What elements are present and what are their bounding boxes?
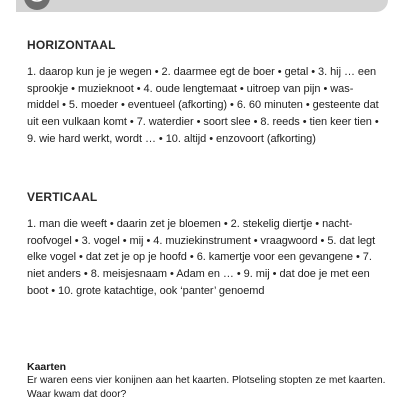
story-text: Er waren eens vier konijnen aan het kaarten. Plotseling stopten ze met kaarten. [27, 375, 386, 386]
vertical-heading: VERTICAAL [27, 190, 98, 204]
badge-icon [24, 0, 50, 10]
vertical-clues: 1. man die weeft • daarin zet je bloemen • 2. stekelig diertje • nachtroofvogel • 3. vogel • mij • 4. muziekinstrument • vraagwoord • 5. dat legt elke vogel • dat zet je op je hoofd • 6. kamertje voor een gevangene • 7. niet anders • 8. meisjesnaam • Adam en … • 9. mij • dat doe je met een boot • 10. grote katachtige, ook ‘panter’ genoemd [27, 218, 376, 297]
story-title: Kaarten [27, 361, 67, 373]
story-text-partial: Waar kwam dat door? [27, 389, 127, 400]
vertical-section [27, 190, 379, 300]
header-banner [16, 0, 388, 12]
horizontal-clues: 1. daarop kun je je wegen • 2. daarmee egt de boer • getal • 3. hij … een sprookje • muzieknoot • 4. oude lengtemaat • uitroep van pijn • wasmiddel • 5. moeder • eventueel (afkorting) • 6. 60 minuten • gesteente dat uit een vulkaan komt • 7. waterdier • soort slee • 8. reeds • tien keer tien • 9. wie hard werkt, wordt … • 10. altijd • enzovoort (afkorting) [27, 66, 379, 145]
horizontal-heading: HORIZONTAAL [27, 38, 116, 52]
story-section [27, 361, 386, 400]
horizontal-section [27, 38, 379, 148]
